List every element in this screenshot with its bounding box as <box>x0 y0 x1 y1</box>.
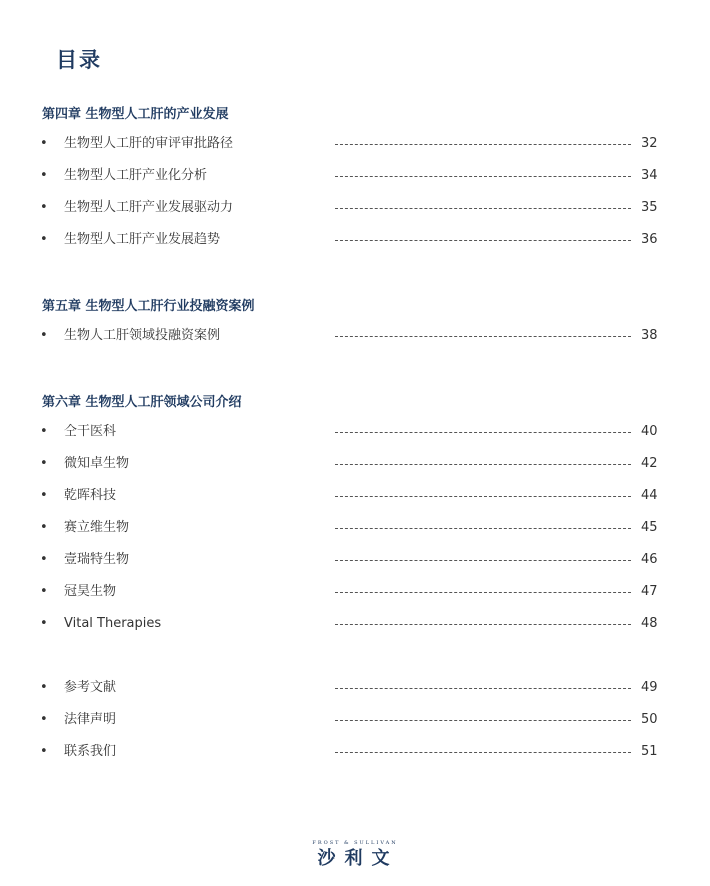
bullet: • <box>40 744 48 759</box>
dotted-leader <box>335 592 631 593</box>
toc-page-number: 40 <box>641 424 658 439</box>
toc-entry-label: 生物型人工肝产业发展驱动力 <box>64 200 234 215</box>
toc-entry[interactable] <box>0 518 710 538</box>
toc-entry[interactable] <box>0 710 710 730</box>
bullet: • <box>40 552 48 567</box>
dotted-leader <box>335 336 631 337</box>
toc-entry[interactable] <box>0 230 710 250</box>
toc-entry-label: 生物人工肝领域投融资案例 <box>64 328 221 343</box>
toc-entry[interactable] <box>0 550 710 570</box>
dotted-leader <box>335 752 631 753</box>
logo-english-text: FROST & SULLIVAN <box>312 840 398 846</box>
chapter-heading-4: 第四章 生物型人工肝的产业发展 <box>42 107 229 122</box>
frost-sullivan-logo <box>300 840 410 872</box>
toc-entry-label: Vital Therapies <box>64 616 162 631</box>
toc-entry-label: 参考文献 <box>64 680 117 695</box>
toc-page-number: 46 <box>641 552 658 567</box>
dotted-leader <box>335 720 631 721</box>
toc-entry[interactable] <box>0 678 710 698</box>
toc-entry[interactable] <box>0 742 710 762</box>
dotted-leader <box>335 432 631 433</box>
chapter-heading-6: 第六章 生物型人工肝领域公司介绍 <box>42 395 242 410</box>
toc-entry[interactable] <box>0 422 710 442</box>
dotted-leader <box>335 144 631 145</box>
toc-page-number: 44 <box>641 488 658 503</box>
chapter-heading-5: 第五章 生物型人工肝行业投融资案例 <box>42 299 255 314</box>
toc-page-number: 49 <box>641 680 658 695</box>
dotted-leader <box>335 496 631 497</box>
toc-entry-label: 壹瑞特生物 <box>64 552 130 567</box>
toc-entry[interactable] <box>0 454 710 474</box>
dotted-leader <box>335 624 631 625</box>
bullet: • <box>40 168 48 183</box>
dotted-leader <box>335 528 631 529</box>
bullet: • <box>40 680 48 695</box>
toc-page-number: 34 <box>641 168 658 183</box>
dotted-leader <box>335 208 631 209</box>
toc-page-number: 50 <box>641 712 658 727</box>
dotted-leader <box>335 688 631 689</box>
toc-page-number: 42 <box>641 456 658 471</box>
toc-entry-label: 生物型人工肝产业发展趋势 <box>64 232 221 247</box>
toc-page-number: 51 <box>641 744 658 759</box>
bullet: • <box>40 456 48 471</box>
toc-entry-label: 赛立维生物 <box>64 520 130 535</box>
toc-page-number: 48 <box>641 616 658 631</box>
page-title: 目录 <box>56 48 102 72</box>
toc-entry-label: 生物型人工肝产业化分析 <box>64 168 208 183</box>
bullet: • <box>40 712 48 727</box>
bullet: • <box>40 616 48 631</box>
toc-page-number: 36 <box>641 232 658 247</box>
logo-chinese-text: 沙利文 <box>317 848 399 869</box>
toc-page-number: 35 <box>641 200 658 215</box>
toc-entry-label: 生物型人工肝的审评审批路径 <box>64 136 234 151</box>
toc-entry[interactable] <box>0 166 710 186</box>
dotted-leader <box>335 464 631 465</box>
dotted-leader <box>335 240 631 241</box>
bullet: • <box>40 232 48 247</box>
dotted-leader <box>335 176 631 177</box>
toc-page-number: 47 <box>641 584 658 599</box>
toc-page-number: 45 <box>641 520 658 535</box>
toc-entry-label: 联系我们 <box>64 744 117 759</box>
toc-entry[interactable] <box>0 326 710 346</box>
bullet: • <box>40 424 48 439</box>
bullet: • <box>40 136 48 151</box>
toc-entry[interactable] <box>0 134 710 154</box>
toc-entry[interactable] <box>0 486 710 506</box>
toc-entry-label: 法律声明 <box>64 712 117 727</box>
dotted-leader <box>335 560 631 561</box>
toc-page-number: 32 <box>641 136 658 151</box>
bullet: • <box>40 200 48 215</box>
bullet: • <box>40 520 48 535</box>
toc-entry[interactable] <box>0 582 710 602</box>
toc-entry-label: 微知卓生物 <box>64 456 130 471</box>
bullet: • <box>40 584 48 599</box>
toc-entry-label: 仝干医科 <box>64 424 117 439</box>
toc-page-number: 38 <box>641 328 658 343</box>
toc-entry-label: 乾晖科技 <box>64 488 117 503</box>
toc-entry[interactable] <box>0 614 710 634</box>
toc-entry-label: 冠昊生物 <box>64 584 117 599</box>
bullet: • <box>40 488 48 503</box>
bullet: • <box>40 328 48 343</box>
toc-entry[interactable] <box>0 198 710 218</box>
